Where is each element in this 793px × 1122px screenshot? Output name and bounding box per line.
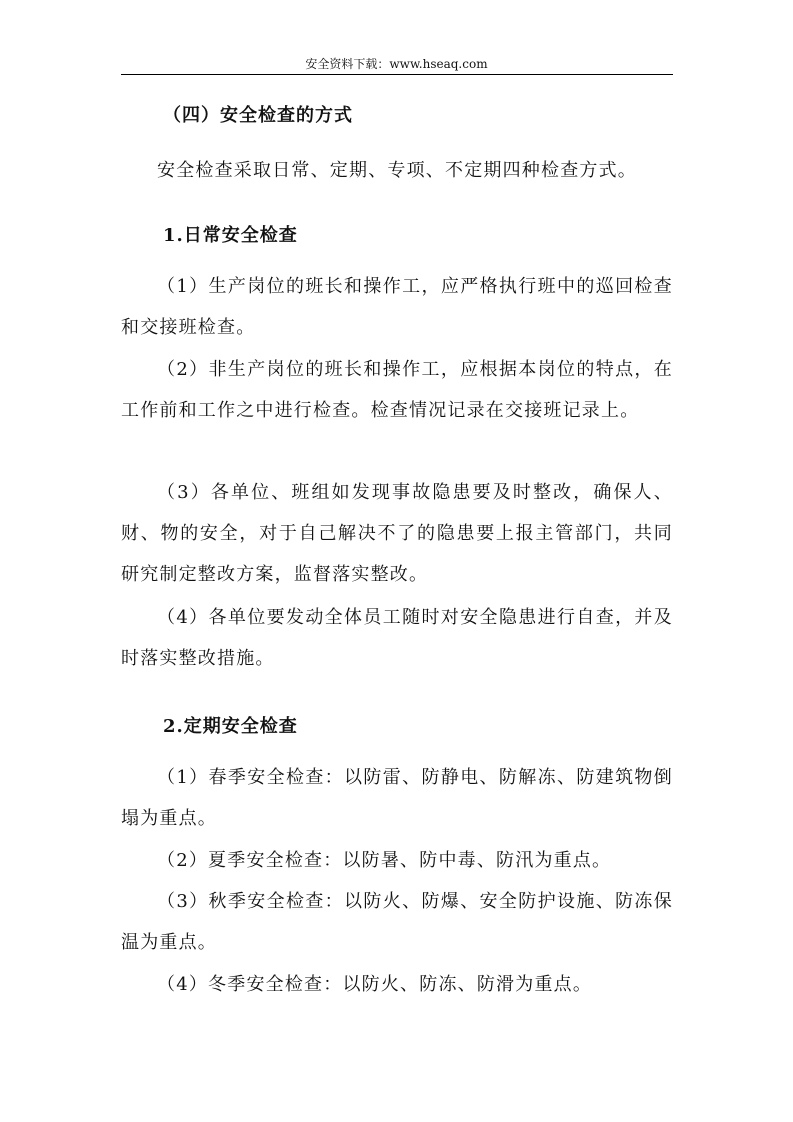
- daily-item-1: （1）生产岗位的班长和操作工，应严格执行班中的巡回检查和交接班检查。: [121, 276, 673, 338]
- periodic-item-4: （4）冬季安全检查：以防火、防冻、防滑为重点。: [157, 974, 593, 995]
- section-title: （四）安全检查的方式: [163, 105, 353, 126]
- daily-item-3: （3）各单位、班组如发现事故隐患要及时整改，确保人、财、物的安全，对于自己解决不了的隐患要上报主管部门，共同研究制定整改方案，监督落实整改。: [121, 482, 673, 585]
- periodic-check-title: 2.定期安全检查: [163, 716, 298, 737]
- periodic-item-3: （3）秋季安全检查：以防火、防爆、安全防护设施、防冻保温为重点。: [121, 891, 673, 953]
- periodic-item-1: （1）春季安全检查：以防雷、防静电、防解冻、防建筑物倒塌为重点。: [121, 767, 673, 829]
- page-header: 安全资料下载：www.hseaq.com: [305, 57, 488, 71]
- daily-item-4: （4）各单位要发动全体员工随时对安全隐患进行自查，并及时落实整改措施。: [121, 607, 673, 669]
- daily-item-2: （2）非生产岗位的班长和操作工，应根据本岗位的特点，在工作前和工作之中进行检查。检查情况记录在交接班记录上。: [121, 359, 673, 421]
- periodic-item-2: （2）夏季安全检查：以防暑、防中毒、防汛为重点。: [157, 850, 612, 871]
- section-intro: 安全检查采取日常、定期、专项、不定期四种检查方式。: [157, 160, 637, 181]
- header-divider: [121, 74, 673, 75]
- daily-check-title: 1.日常安全检查: [163, 225, 298, 246]
